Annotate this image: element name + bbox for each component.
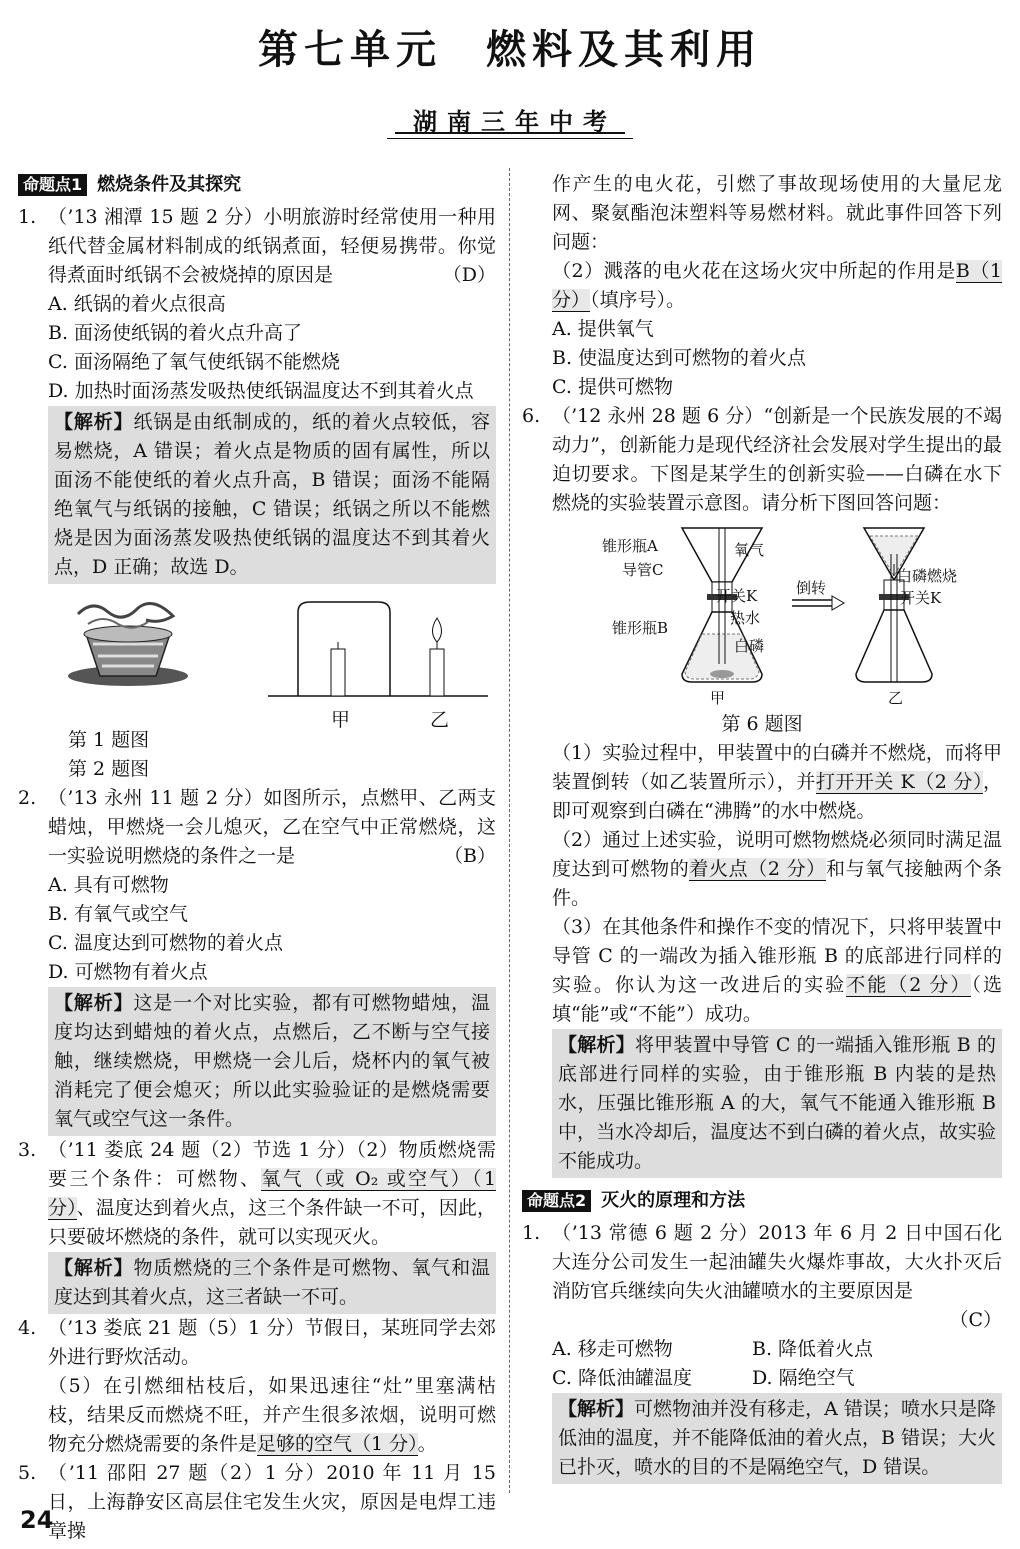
candle-experiment-illustration	[268, 602, 488, 696]
fig-label: 甲	[710, 689, 726, 707]
analysis-label: 【解析】	[558, 1398, 635, 1420]
fig-label: 锥形瓶A	[602, 537, 658, 555]
question-5-cont: 作产生的电火花，引燃了事故现场使用的大量尼龙网、聚氨酯泡沫塑料等易燃材料。就此事件回答下列问题：	[552, 173, 1002, 253]
option-text: D. 加热时面汤蒸发吸热使纸锅温度达不到其着火点	[48, 380, 474, 402]
question-number: 6.	[522, 405, 541, 427]
option: A. 提供氧气	[552, 318, 654, 340]
analysis-label: 【解析】	[54, 1257, 134, 1279]
part-text-end: （选填“能”或“不能”）成功。	[552, 974, 1002, 1025]
filled-answer: 足够的空气（1 分）	[257, 1433, 418, 1455]
page-number: 24	[20, 1506, 54, 1534]
analysis-text: 将甲装置中导管 C 的一端插入锥形瓶 B 的底部进行同样的实验，由于锥形瓶 B 内装的是热水，压强比锥形瓶 A 的大，氧气不能通入锥形瓶 B 中，当水冷却后，温度达不到白磷的着火点，故实验不能成功。	[558, 1034, 996, 1172]
question-number: 1.	[522, 1222, 541, 1244]
part-text: （2）通过上述实验，说明可燃物燃烧必须同时满足温度达到可燃物的	[552, 829, 1002, 880]
question-5	[18, 1459, 496, 1546]
question-2	[18, 784, 496, 871]
sub-question-end: 。	[417, 1433, 437, 1455]
question-4	[18, 1314, 496, 1372]
option: A. 纸锅的着火点很高	[48, 293, 226, 315]
figure-1-caption: 第 1 题图	[68, 729, 150, 751]
question-7	[522, 1219, 1002, 1306]
question-6	[522, 402, 1002, 518]
question-stem: （’12 永州 28 题 6 分）“创新是一个民族发展的不竭动力”，创新能力是现代经济社会发展对学生提出的最迫切要求。下图是某学生的创新实验——白磷在水下燃烧的实验装置示意图。请分析下图回答问题：	[552, 405, 1002, 514]
analysis-box	[552, 1393, 1002, 1484]
unit-title	[0, 18, 1020, 75]
part-text: （1）实验过程中，甲装置中的白磷并不燃烧，而将甲装置倒转（如乙装置所示），并	[552, 742, 1002, 793]
analysis-text: 这是一个对比实验，都有可燃物蜡烛，温度均达到蜡烛的着火点，点燃后，乙不断与空气接触，继续燃烧，甲燃烧一会儿后，烧杯内的氧气被消耗完了便会熄灭；所以此实验验证的是燃烧需要氧气或空气这一条件。	[54, 992, 490, 1130]
question-5-sub	[522, 257, 1002, 315]
options-row	[522, 1364, 1002, 1393]
fig-label: 锥形瓶B	[612, 619, 669, 637]
fig-label: 白磷燃烧	[897, 567, 958, 585]
question-6-part-1	[522, 739, 1002, 826]
figures-1-2	[48, 594, 496, 731]
question-number: 5.	[18, 1462, 37, 1484]
option: C. 降低油罐温度	[552, 1367, 692, 1389]
analysis-text: 纸锅是由纸制成的，纸的着火点较低，容易燃烧，A 错误；着火点是物质的固有属性，所以面汤不能使纸的着火点升高，B 错误；面汤不能隔绝氧气与纸锅的接触，C 错误；纸锅之所以不能燃烧是因为面汤蒸发吸热使纸锅的温度达不到其着火点，D 正确；故选 D。	[54, 411, 490, 578]
analysis-label: 【解析】	[54, 411, 134, 433]
figure-captions	[18, 726, 496, 784]
figures-svg	[48, 594, 498, 704]
subtitle-wrap	[0, 100, 1020, 143]
option: B. 面汤使纸锅的着火点升高了	[48, 322, 303, 344]
option: D. 隔绝空气	[752, 1367, 855, 1389]
analysis-box	[48, 406, 496, 584]
section-2-header	[522, 1186, 1002, 1215]
column-divider	[509, 168, 510, 1493]
answer: （B）	[444, 845, 496, 867]
question-1	[18, 203, 496, 290]
question-6-part-2	[522, 826, 1002, 913]
question-stem: （’13 娄底 21 题（5）1 分）节假日，某班同学去郊外进行野炊活动。	[48, 1317, 496, 1368]
part-text: （3）在其他条件和操作不变的情况下，只将甲装置中导管 C 的一端改为插入锥形瓶 B 的底部进行同样的实验。你认为这一改进后的实验	[552, 916, 1002, 996]
section-title: 燃烧条件及其探究	[97, 174, 242, 195]
unit-title-a: 第七单元	[258, 27, 442, 73]
question-stem: （’11 娄底 24 题（2）节选 1 分）（2）物质燃烧需要三个条件：可燃物、	[48, 1139, 496, 1190]
option: B. 有氧气或空气	[48, 903, 189, 925]
analysis-text: 可燃物油并没有移走，A 错误；喷水只是降低油的温度，并不能降低油的着火点，B 错误；大火已扑灭，喷水的目的不是隔绝空气，D 错误。	[558, 1398, 997, 1478]
sub-question: （5）在引燃细枯枝后，如果迅速往“灶”里塞满枯枝，结果反而燃烧不旺，并产生很多浓烟，说明可燃物充分燃烧需要的条件是	[48, 1375, 496, 1455]
option: C. 提供可燃物	[552, 376, 673, 398]
filled-answer: 打开开关 K（2 分）	[815, 771, 983, 793]
section-1-header	[18, 170, 496, 199]
fig-label: 开关K	[900, 589, 942, 607]
option: D. 可燃物有着火点	[48, 961, 208, 983]
answer-row	[522, 1306, 1002, 1335]
right-column	[522, 170, 1002, 1484]
option: C. 面汤隔绝了氧气使纸锅不能燃烧	[48, 351, 340, 373]
question-number: 1.	[18, 206, 37, 228]
answer: （C）	[949, 1309, 1002, 1331]
section-title: 灭火的原理和方法	[601, 1190, 746, 1211]
filled-answer: B（1 分）	[552, 260, 1002, 311]
options-row	[522, 1335, 1002, 1364]
sub-question: （2）溅落的电火花在这场火灾中所起的作用是	[552, 260, 956, 282]
section-tag: 命题点2	[522, 1190, 591, 1212]
option: C. 温度达到可燃物的着火点	[48, 932, 283, 954]
part-text-end: ，即可观察到白磷在“沸腾”的水中燃烧。	[552, 771, 1002, 822]
question-stem: （’11 邵阳 27 题（2）1 分）2010 年 11 月 15 日，上海静安区高层住宅发生火灾，原因是电焊工违章操	[48, 1462, 496, 1542]
filled-answer: 氧气（或 O₂ 或空气）（1 分）	[48, 1168, 496, 1219]
figure-6	[552, 524, 1002, 707]
question-stem: （’13 湘潭 15 题 2 分）小明旅游时经常使用一种用纸代替金属材料制成的纸锅煮面，轻便易携带。你觉得煮面时纸锅不会被烧掉的原因是	[48, 206, 496, 286]
question-6-part-3	[522, 913, 1002, 1029]
section-tag: 命题点1	[18, 174, 87, 196]
answer: （D）	[442, 264, 496, 286]
unit-title-b: 燃料及其利用	[486, 27, 762, 73]
question-4-sub	[18, 1372, 496, 1459]
figure-label-jia: 甲	[331, 709, 351, 731]
question-stem: （’13 常德 6 题 2 分）2013 年 6 月 2 日中国石化大连分公司发生一起油罐失火爆炸事故，大火扑灭后消防官兵继续向失火油罐喷水的主要原因是	[552, 1222, 1002, 1302]
analysis-label: 【解析】	[54, 992, 134, 1014]
analysis-box	[48, 1252, 496, 1314]
sub-question-end: （填序号）。	[590, 289, 686, 311]
option: A. 移走可燃物	[552, 1338, 673, 1360]
analysis-box	[48, 987, 496, 1136]
figure-6-caption: 第 6 题图	[721, 713, 803, 735]
analysis-label: 【解析】	[558, 1034, 635, 1056]
figure-label-yi: 乙	[430, 709, 450, 731]
option: B. 降低着火点	[752, 1338, 874, 1360]
fig-label: 导管C	[622, 561, 664, 579]
fig-label: 热水	[730, 609, 761, 627]
filled-answer: 着火点（2 分）	[689, 858, 826, 880]
question-number: 3.	[18, 1139, 37, 1161]
fig-label: 倒转	[796, 579, 827, 597]
analysis-text: 物质燃烧的三个条件是可燃物、氧气和温度达到其着火点，这三者缺一不可。	[54, 1257, 490, 1308]
question-stem-cont: 、温度达到着火点，这三个条件缺一不可，因此，只要破坏燃烧的条件，就可以实现灭火。	[48, 1197, 496, 1248]
fig-label: 乙	[888, 689, 904, 707]
question-number: 4.	[18, 1317, 37, 1339]
option: A. 具有可燃物	[48, 874, 169, 896]
part-text-end: 和与氧气接触两个条件。	[552, 858, 1002, 909]
question-stem: （’13 永州 11 题 2 分）如图所示，点燃甲、乙两支蜡烛，甲燃烧一会儿熄灭，乙在空气中正常燃烧，这一实验说明燃烧的条件之一是	[48, 787, 496, 867]
question-number: 2.	[18, 787, 37, 809]
fig-label: 白磷	[734, 637, 765, 655]
analysis-box	[552, 1029, 1002, 1178]
fig-label: 氧气	[734, 541, 765, 559]
question-3	[18, 1136, 496, 1252]
option	[18, 377, 496, 406]
option: B. 使温度达到可燃物的着火点	[552, 347, 807, 369]
figure-2-caption: 第 2 题图	[68, 758, 150, 780]
left-column	[18, 170, 496, 1546]
fig-label: 开关K	[716, 587, 758, 605]
paper-pot-illustration	[68, 604, 188, 687]
subtitle: 湖南三年中考	[399, 100, 621, 143]
filled-answer: 不能（2 分）	[846, 974, 972, 996]
